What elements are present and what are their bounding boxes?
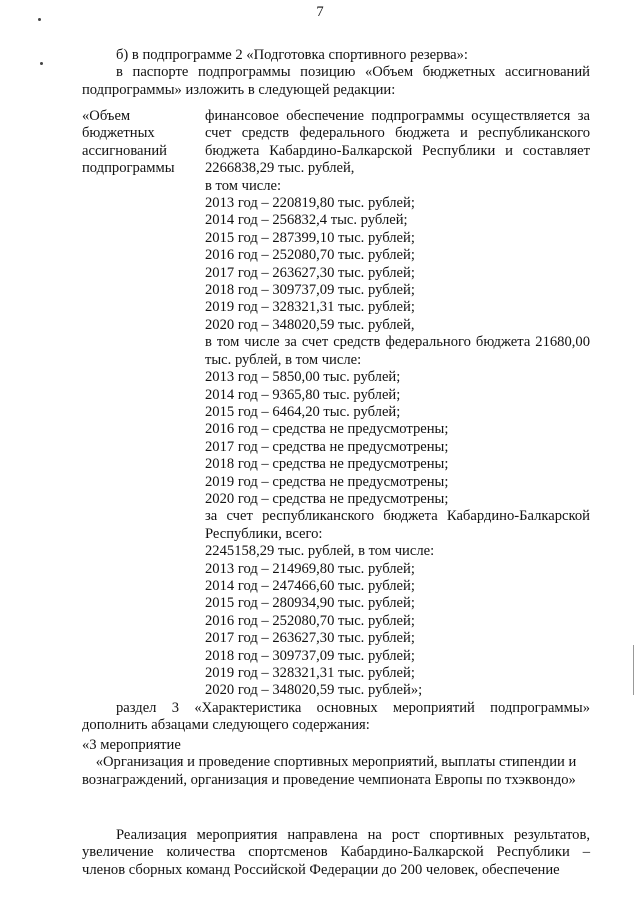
passport-paragraph: в паспорте подпрограммы позицию «Объем бюджетных ассигнований подпрограммы» изложить в следующей редакции: — [82, 64, 590, 98]
regional-funding-text: за счет республиканского бюджета Кабардино-Балкарской Республики, всего: — [205, 508, 590, 542]
event-heading: «3 мероприятие — [82, 736, 181, 753]
total-year-line: 2015 год – 287399,10 тыс. рублей; — [205, 229, 415, 246]
total-including: в том числе: — [205, 177, 282, 194]
section3-paragraph: раздел 3 «Характеристика основных мероприятий подпрограммы» дополнить абзацами следующего содержания: — [82, 700, 590, 734]
federal-year-line: 2019 год – средства не предусмотрены; — [205, 473, 449, 490]
total-year-line: 2014 год – 256832,4 тыс. рублей; — [205, 212, 408, 229]
regional-year-line: 2017 год – 263627,30 тыс. рублей; — [205, 630, 415, 647]
regional-year-line: 2014 год – 247466,60 тыс. рублей; — [205, 577, 415, 594]
federal-year-line: 2014 год – 9365,80 тыс. рублей; — [205, 386, 401, 403]
intro-block — [82, 47, 590, 99]
label-line: ассигнований — [82, 142, 167, 159]
label-line: подпрограммы — [82, 160, 175, 177]
federal-year-line: 2020 год – средства не предусмотрены; — [205, 490, 449, 507]
final-paragraph-block — [82, 827, 590, 879]
label-line: бюджетных — [82, 125, 155, 142]
regional-year-line: 2015 год – 280934,90 тыс. рублей; — [205, 595, 415, 612]
label-line: «Объем — [82, 108, 131, 124]
total-year-line: 2019 год – 328321,31 тыс. рублей; — [205, 299, 415, 316]
total-year-line: 2017 год – 263627,30 тыс. рублей; — [205, 264, 415, 281]
regional-total: 2245158,29 тыс. рублей, в том числе: — [205, 543, 435, 560]
total-year-line: 2020 год – 348020,59 тыс. рублей, — [205, 316, 415, 333]
federal-year-line: 2013 год – 5850,00 тыс. рублей; — [205, 369, 401, 386]
budget-label-cell — [82, 108, 198, 178]
federal-year-line: 2018 год – средства не предусмотрены; — [205, 456, 449, 473]
total-year-line: 2013 год – 220819,80 тыс. рублей; — [205, 195, 415, 212]
regional-year-line: 2019 год – 328321,31 тыс. рублей; — [205, 665, 415, 681]
regional-year-line: 2020 год – 348020,59 тыс. рублей»; — [205, 682, 423, 699]
final-paragraph: Реализация мероприятия направлена на рост спортивных результатов, увеличение количества спортсменов Кабардино-Балкарской Республики – членов сборных команд Российской Федерации до 200 человек, обеспечение — [82, 827, 590, 878]
total-year-line: 2016 год – 252080,70 тыс. рублей; — [205, 247, 415, 264]
subprogram-line: б) в подпрограмме 2 «Подготовка спортивного резерва»: — [116, 47, 468, 63]
total-year-line: 2018 год – 309737,09 тыс. рублей; — [205, 282, 415, 299]
total-funding-text: финансовое обеспечение подпрограммы осуществляется за счет средств федерального бюджета и республиканского бюджета Кабардино-Балкарской Республики и составляет 2266838,29 тыс. рублей, — [205, 108, 590, 177]
federal-year-line: 2015 год – 6464,20 тыс. рублей; — [205, 403, 401, 420]
section3-block — [82, 700, 590, 789]
budget-value-cell — [205, 108, 590, 700]
regional-year-line: 2018 год – 309737,09 тыс. рублей; — [205, 647, 415, 664]
scan-edge-mark — [633, 645, 634, 695]
regional-year-line: 2013 год – 214969,80 тыс. рублей; — [205, 560, 415, 577]
federal-funding-text: в том числе за счет средств федерального бюджета 21680,00 тыс. рублей, в том числе: — [205, 334, 590, 368]
federal-year-line: 2016 год – средства не предусмотрены; — [205, 421, 449, 438]
scan-speck — [40, 62, 43, 65]
regional-year-line: 2016 год – 252080,70 тыс. рублей; — [205, 612, 415, 629]
page-number: 7 — [316, 4, 324, 20]
federal-year-line: 2017 год – средства не предусмотрены; — [205, 438, 449, 455]
event-title: «Организация и проведение спортивных мероприятий, выплаты стипендии и вознаграждений, организация и проведение чемпионата Европы по тхэквондо» — [82, 754, 577, 788]
